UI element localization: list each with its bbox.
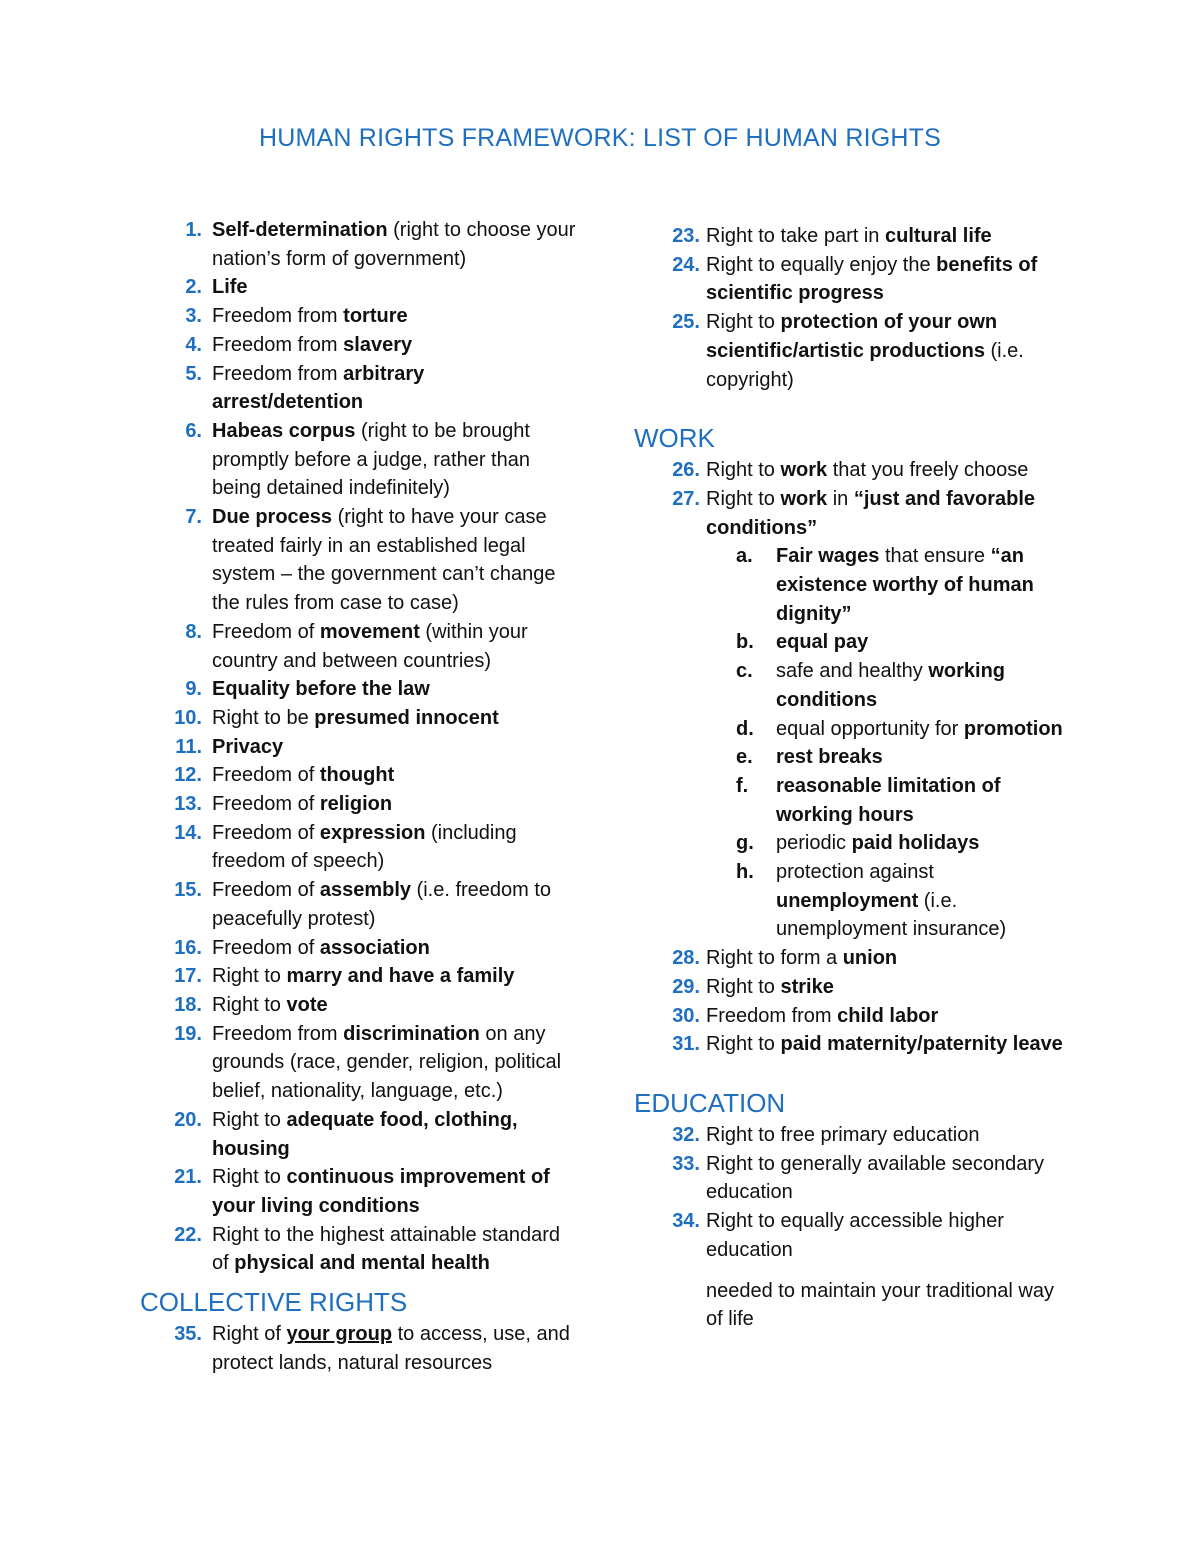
- item-number: 5.: [185, 362, 202, 385]
- sub-item-letter: c.: [736, 660, 753, 683]
- list-item: [634, 308, 1074, 394]
- item-number: 24.: [672, 253, 700, 276]
- right-column: [634, 222, 1074, 1334]
- item-text-part: your group: [286, 1323, 393, 1346]
- item-text-part: (i.e. freedom to peacefully protest): [212, 879, 552, 930]
- left-column: [140, 216, 580, 1377]
- sub-item-text: [776, 718, 1063, 740]
- item-text: [212, 707, 499, 729]
- item-text-part: paid holidays: [851, 832, 980, 855]
- item-text: [212, 736, 283, 758]
- list-item: [634, 222, 1074, 251]
- item-number: 8.: [185, 620, 202, 643]
- item-number: 22.: [174, 1223, 202, 1246]
- list-item: [140, 1221, 580, 1278]
- item-text-part: vote: [286, 993, 328, 1016]
- item-text-part: strike: [780, 975, 834, 998]
- item-text-part: to access, use, and protect lands, natural resources: [212, 1323, 570, 1374]
- item-number: 11.: [175, 735, 202, 758]
- item-text: [212, 305, 408, 327]
- item-number: 17.: [174, 965, 202, 988]
- list-item: [634, 1002, 1074, 1031]
- item-text-part: Right to: [212, 1108, 287, 1131]
- item-text: [212, 219, 575, 270]
- item-text-part: Freedom from: [212, 1022, 344, 1045]
- item-number: 32.: [672, 1123, 700, 1146]
- item-text-part: Freedom from: [212, 362, 344, 385]
- list-item: [634, 456, 1074, 485]
- item-text: [706, 1153, 1044, 1204]
- item-text-part: union: [842, 947, 898, 970]
- item-text-part: work: [780, 459, 828, 482]
- list-item: [140, 962, 580, 991]
- sub-list-item: [634, 772, 1074, 829]
- item-text-part: thought: [319, 764, 395, 787]
- list-item: [140, 733, 580, 762]
- sub-item-letter: h.: [736, 861, 754, 884]
- section-heading-collective-rights: COLLECTIVE RIGHTS: [140, 1287, 408, 1318]
- item-text-part: in: [827, 487, 854, 510]
- item-text-part: (right to have your case treated fairly in an established legal system – the government can’t change the rules from case to case): [212, 506, 556, 615]
- item-text: [706, 1033, 1063, 1055]
- sub-list-item: [634, 715, 1074, 744]
- page-title: HUMAN RIGHTS FRAMEWORK: LIST OF HUMAN RIGHTS: [259, 124, 941, 152]
- item-text-part: Right to: [212, 1166, 287, 1189]
- item-text-part: Freedom of: [212, 879, 320, 902]
- item-text: [212, 1224, 560, 1275]
- sub-item-letter: g.: [736, 832, 754, 855]
- item-text-part: “an existence worthy of human dignity”: [776, 545, 1034, 625]
- section-heading-work: WORK: [634, 423, 715, 454]
- item-text-part: Freedom from: [212, 305, 344, 328]
- rights-list-right: [634, 222, 1074, 394]
- item-number: 25.: [672, 311, 700, 334]
- item-text: [212, 420, 530, 499]
- item-text-part: Right of: [212, 1323, 287, 1346]
- item-text-part: Right to: [212, 965, 287, 988]
- item-text-part: Right to: [706, 459, 781, 482]
- item-number: 3.: [185, 305, 202, 328]
- item-text: [706, 459, 1028, 481]
- list-item: [140, 331, 580, 360]
- item-number: 19.: [174, 1022, 202, 1045]
- item-text-part: child labor: [837, 1004, 939, 1027]
- sub-item-text: [776, 660, 1005, 711]
- item-number: 15.: [174, 879, 202, 902]
- item-text-part: presumed innocent: [314, 706, 499, 729]
- rights-list-collective: [140, 1320, 580, 1377]
- sub-item-text: [776, 545, 1034, 624]
- item-text-part: association: [319, 936, 430, 959]
- item-number: 13.: [174, 793, 202, 816]
- item-number: 21.: [174, 1166, 202, 1189]
- list-item: [140, 503, 580, 618]
- item-text: [212, 1109, 518, 1160]
- item-text-part: slavery: [343, 333, 413, 356]
- list-item: [634, 485, 1074, 542]
- item-text: [212, 621, 528, 672]
- item-text: [212, 764, 394, 786]
- item-text-part: Right to: [706, 487, 781, 510]
- item-number: 35.: [174, 1323, 202, 1346]
- sub-item-text: [776, 832, 979, 854]
- list-item: [140, 761, 580, 790]
- list-item: [140, 1163, 580, 1220]
- list-item: [140, 360, 580, 417]
- item-text-part: work: [780, 487, 828, 510]
- list-item: [140, 819, 580, 876]
- item-text-part: Right to: [706, 311, 781, 334]
- item-text-part: torture: [343, 305, 408, 328]
- sub-list-item: [634, 743, 1074, 772]
- section-heading-education: EDUCATION: [634, 1087, 786, 1118]
- item-text-part: Right to equally enjoy the: [706, 253, 937, 276]
- item-text-part: marry and have a family: [286, 965, 515, 988]
- item-number: 30.: [672, 1004, 700, 1027]
- item-text: [706, 1124, 979, 1146]
- sub-item-letter: d.: [736, 717, 754, 740]
- item-text-part: expression: [319, 821, 426, 844]
- list-item: [140, 876, 580, 933]
- item-number: 31.: [672, 1033, 700, 1056]
- item-text-part: Freedom of: [212, 620, 320, 643]
- item-text-part: Freedom of: [212, 793, 320, 816]
- item-text-part: promotion: [963, 717, 1063, 740]
- item-number: 9.: [185, 678, 202, 701]
- item-text: [706, 976, 834, 998]
- item-text-part: equal opportunity for: [776, 717, 964, 740]
- item-text: [212, 678, 430, 700]
- list-item: [140, 302, 580, 331]
- item-text-part: Right to take part in: [706, 225, 885, 247]
- list-item: [140, 417, 580, 503]
- rights-list-work: [634, 456, 1074, 1059]
- item-text: [706, 225, 992, 247]
- item-text: [212, 1023, 561, 1102]
- item-text-part: Right to form a: [706, 947, 843, 970]
- list-item: [140, 675, 580, 704]
- item-text-part: Due process: [212, 506, 333, 529]
- item-text-part: Freedom of: [212, 821, 320, 844]
- item-text: [212, 937, 430, 959]
- item-text: [212, 1323, 570, 1374]
- item-number: 18.: [174, 993, 202, 1016]
- sub-list-item: [634, 829, 1074, 858]
- item-text-part: movement: [319, 620, 420, 643]
- item-number: 1.: [185, 219, 202, 241]
- sub-item-text: [776, 861, 1006, 940]
- list-item: [140, 1106, 580, 1163]
- item-number: 16.: [174, 936, 202, 959]
- item-text-part: Right to be: [212, 706, 315, 729]
- item-text-part: that ensure: [879, 545, 991, 568]
- sub-item-letter: b.: [736, 631, 754, 654]
- sub-list-item: [634, 628, 1074, 657]
- list-item: [634, 1121, 1074, 1150]
- item-text-part: discrimination: [343, 1022, 480, 1045]
- item-text: [212, 276, 248, 298]
- item-text-part: on any grounds (race, gender, religion, political belief, nationality, language, etc.): [212, 1022, 562, 1103]
- item-text-part: continuous improvement of your living conditions: [212, 1166, 550, 1217]
- item-text-part: paid maternity/paternity leave: [780, 1033, 1063, 1056]
- list-item: [634, 1030, 1074, 1059]
- item-text-part: religion: [319, 793, 393, 816]
- continuation-text: needed to maintain your traditional way of life: [706, 1279, 1054, 1331]
- list-item: [634, 1207, 1074, 1264]
- list-item: [634, 944, 1074, 973]
- sub-list-item: [634, 657, 1074, 714]
- item-number: 26.: [672, 459, 700, 482]
- item-text-part: (i.e. unemployment insurance): [776, 889, 1007, 941]
- item-text-part: Freedom from: [706, 1004, 838, 1027]
- item-text-part: safe and healthy: [776, 660, 929, 683]
- item-text-part: physical and mental health: [234, 1252, 490, 1275]
- item-text-part: (within your country and between countries): [212, 620, 528, 672]
- item-text: [212, 334, 412, 356]
- sub-list-item: [634, 542, 1074, 628]
- item-number: 7.: [185, 506, 202, 529]
- item-text-part: (right to be brought promptly before a judge, rather than being detained indefinitely): [212, 419, 530, 500]
- item-text-part: Freedom of: [212, 764, 320, 787]
- item-text: [212, 822, 517, 873]
- list-item: [140, 618, 580, 675]
- list-item: [634, 251, 1074, 308]
- list-item: [634, 973, 1074, 1002]
- item-text-part: equal pay: [776, 631, 869, 654]
- item-text-part: Fair wages: [776, 545, 880, 568]
- item-text: [212, 793, 392, 815]
- item-text: [706, 254, 1037, 305]
- item-text: [212, 506, 556, 614]
- item-text-part: arbitrary arrest/detention: [212, 362, 425, 414]
- item-text-part: Right to: [706, 975, 781, 998]
- item-number: 14.: [174, 821, 202, 844]
- item-text-part: “just and favorable conditions”: [706, 487, 1036, 539]
- sub-item-letter: a.: [736, 545, 753, 568]
- item-text-part: protection of your own scientific/artistic productions: [706, 311, 998, 362]
- list-item: [140, 991, 580, 1020]
- item-text: [706, 1210, 1004, 1261]
- item-number: 2.: [185, 276, 202, 299]
- item-text: [212, 994, 328, 1016]
- item-text: [706, 488, 1035, 539]
- rights-list-education: [634, 1121, 1074, 1265]
- item-text-part: Right to the highest attainable standard of: [212, 1223, 561, 1275]
- rights-list-left: [140, 216, 580, 1278]
- item-text-part: that you freely choose: [827, 459, 1029, 482]
- item-text-part: Self-determination: [212, 219, 388, 241]
- item-text-part: benefits of scientific progress: [706, 253, 1038, 305]
- list-item: [140, 790, 580, 819]
- item-text-part: Equality before the law: [212, 678, 430, 701]
- item-number: 33.: [672, 1152, 700, 1175]
- sub-item-letter: e.: [736, 746, 753, 769]
- item-number: 6.: [185, 419, 202, 442]
- item-text: [212, 1166, 550, 1217]
- item-text-part: Freedom of: [212, 936, 320, 959]
- list-item: [140, 934, 580, 963]
- item-text-part: working conditions: [776, 660, 1006, 711]
- item-text-part: (right to choose your nation’s form of government): [212, 219, 576, 270]
- item-text-part: rest breaks: [776, 746, 883, 769]
- item-text-part: Habeas corpus: [212, 419, 356, 442]
- list-item: [634, 1150, 1074, 1207]
- item-text-part: Right to: [706, 1033, 781, 1056]
- list-item: [140, 1020, 580, 1106]
- item-text-part: reasonable limitation of working hours: [776, 774, 1001, 826]
- item-number: 28.: [672, 947, 700, 970]
- item-text-part: Freedom from: [212, 333, 344, 356]
- item-text: [706, 947, 897, 969]
- list-item: [140, 704, 580, 733]
- sub-item-letter: f.: [736, 774, 749, 797]
- item-text-part: Right to free primary education: [706, 1123, 980, 1146]
- item-text: [706, 1005, 938, 1027]
- item-text-part: unemployment: [776, 889, 919, 912]
- item-text-part: (i.e. copyright): [706, 339, 1024, 391]
- item-number: 20.: [174, 1108, 202, 1131]
- item-text-part: periodic: [776, 832, 852, 855]
- item-text-part: Right to: [212, 993, 287, 1016]
- item-number: 23.: [672, 225, 700, 247]
- item-number: 27.: [672, 487, 700, 510]
- item-text-part: (including freedom of speech): [212, 821, 517, 873]
- item-number: 10.: [174, 706, 202, 729]
- item-text-part: protection against: [776, 861, 934, 884]
- item-number: 29.: [672, 975, 700, 998]
- item-text-part: Right to equally accessible higher education: [706, 1210, 1004, 1261]
- item-number: 4.: [185, 333, 202, 356]
- sub-list-item: [634, 858, 1074, 944]
- list-item: [140, 216, 580, 273]
- sub-item-text: [776, 746, 883, 768]
- sub-item-text: [776, 631, 868, 653]
- item-number: 12.: [174, 764, 202, 787]
- item-text-part: Right to generally available secondary education: [706, 1152, 1044, 1204]
- item-text: [212, 879, 551, 930]
- list-item: [140, 1320, 580, 1377]
- item-text: [212, 965, 514, 987]
- item-text-part: assembly: [319, 879, 411, 902]
- item-number: 34.: [672, 1210, 700, 1233]
- item-text-part: cultural life: [884, 225, 992, 247]
- item-text-part: Life: [212, 276, 248, 299]
- item-text-part: Privacy: [212, 735, 284, 758]
- sub-item-text: [776, 775, 1000, 826]
- item-text-part: adequate food, clothing, housing: [212, 1108, 518, 1160]
- list-item: [140, 273, 580, 302]
- item-text: [706, 311, 1024, 390]
- item-text: [212, 363, 424, 414]
